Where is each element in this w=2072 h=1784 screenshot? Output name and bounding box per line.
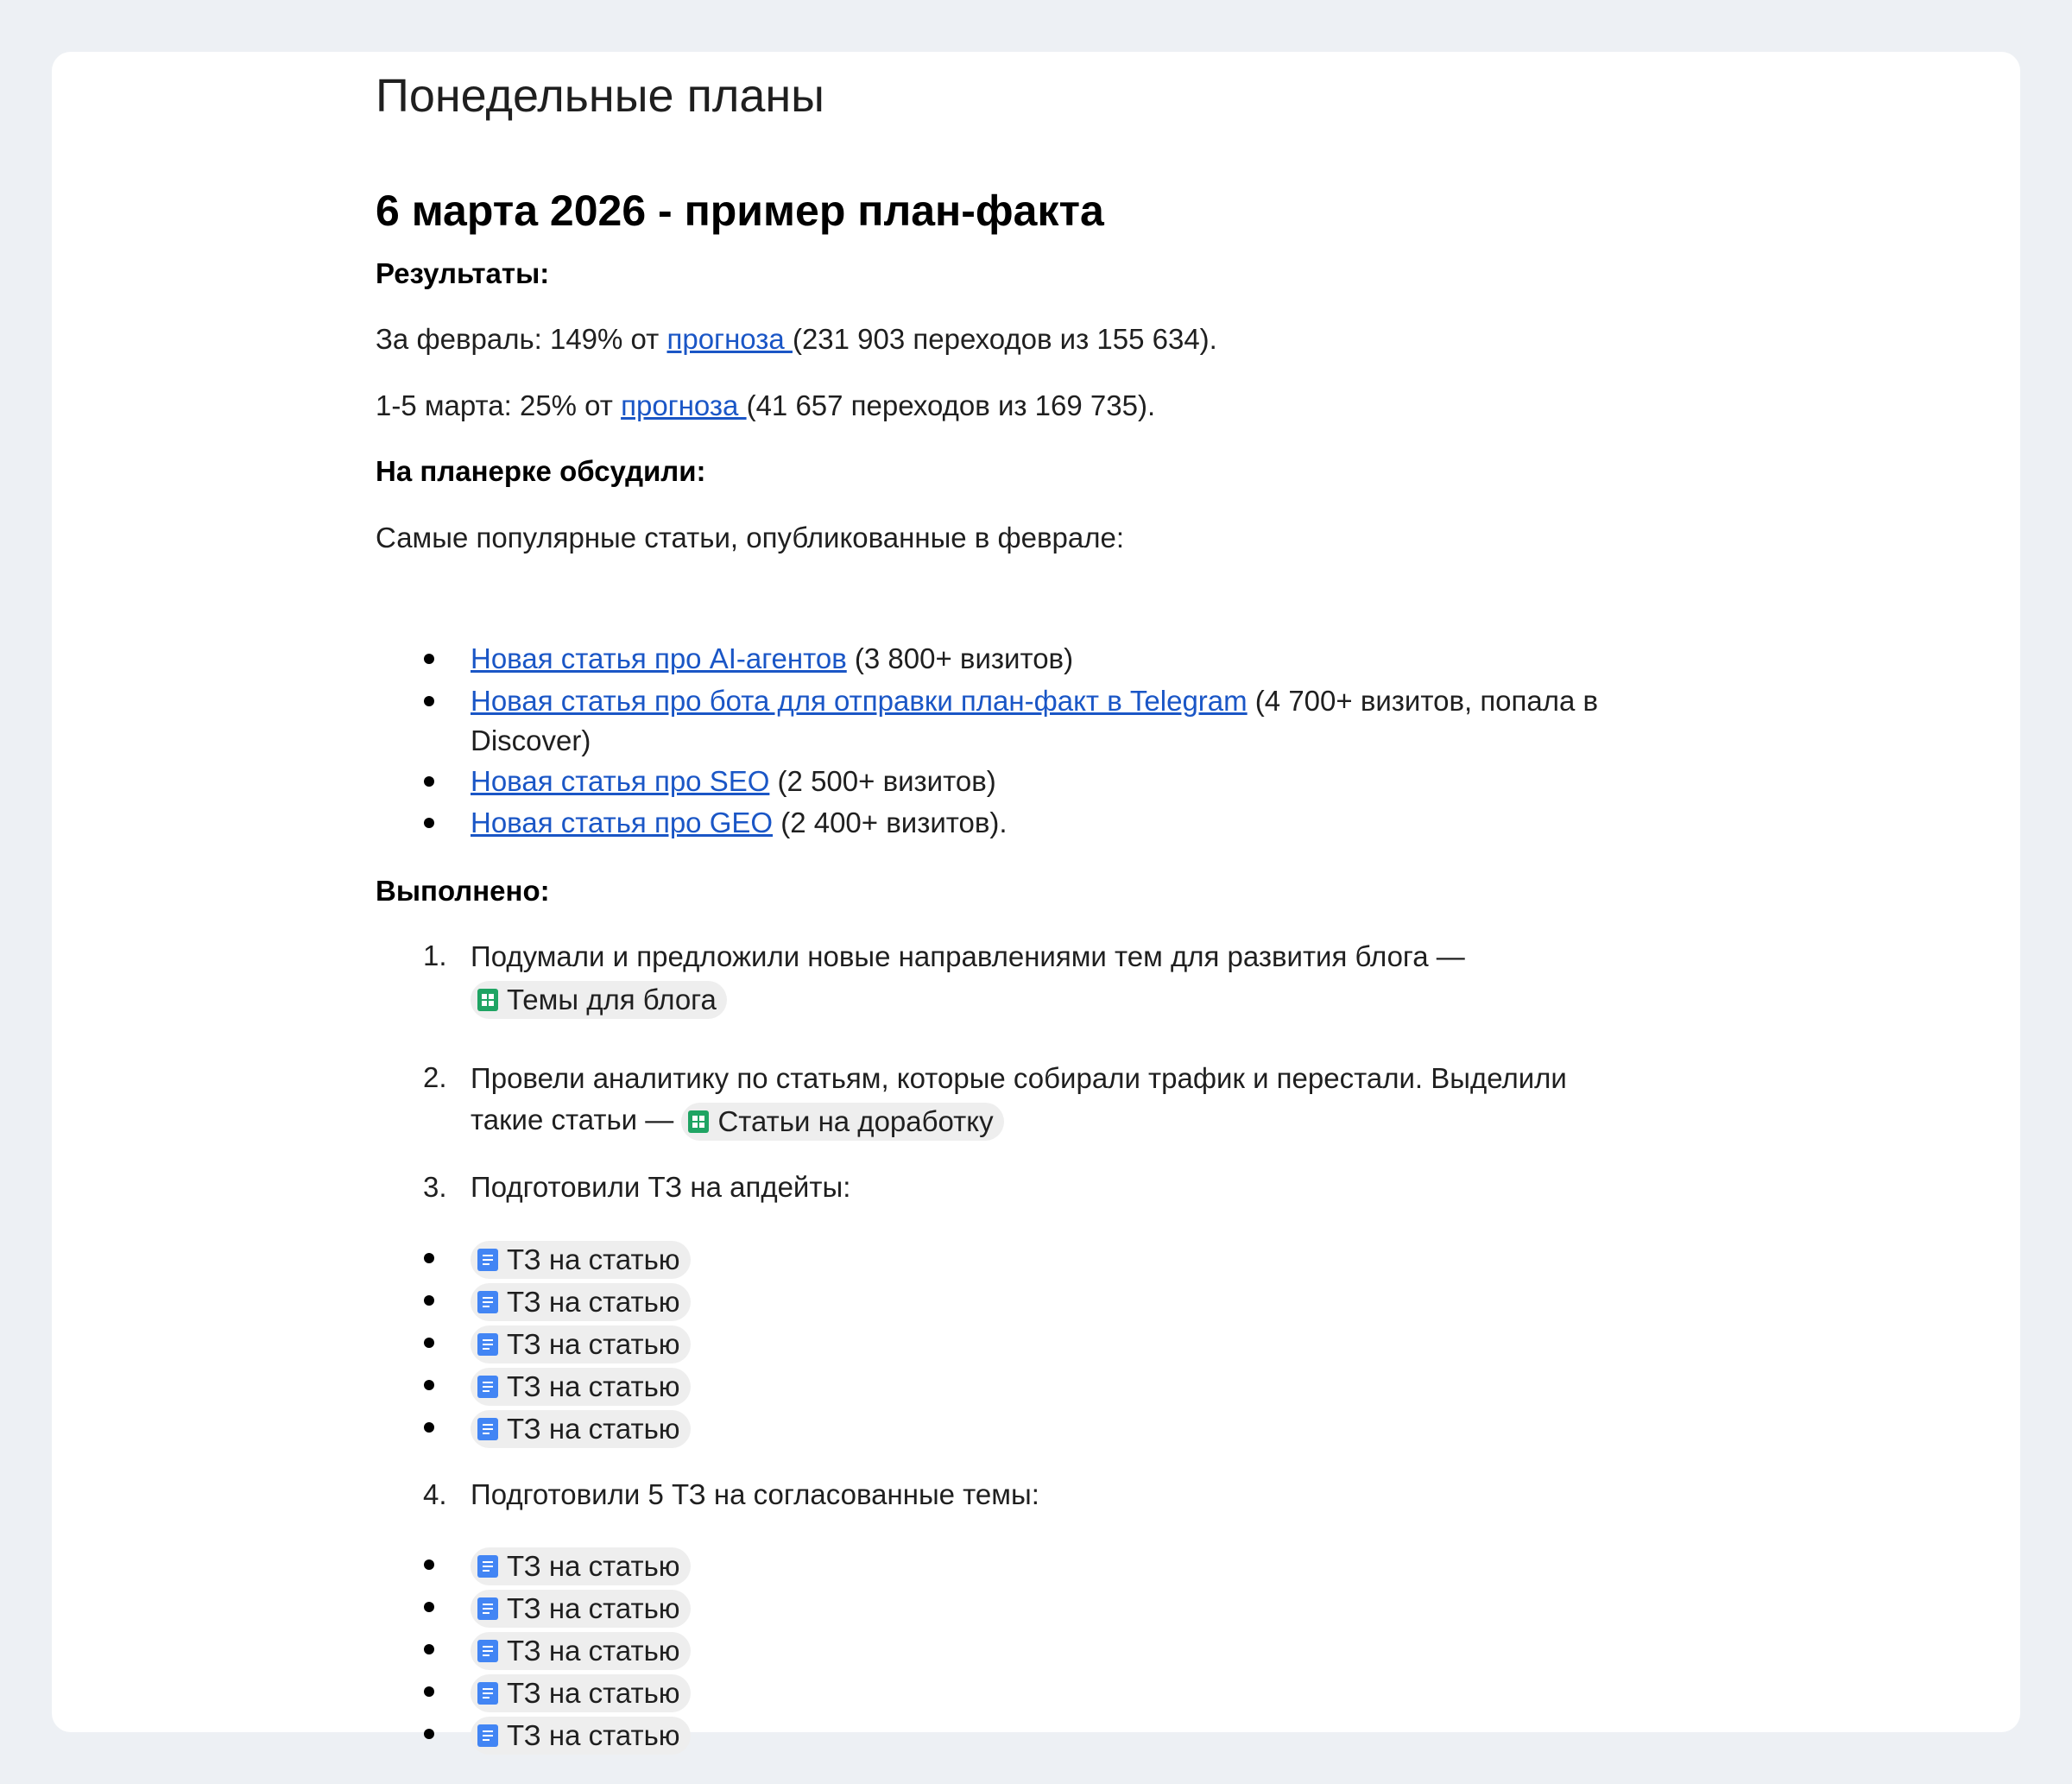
chip-label: ТЗ на статью (507, 1592, 680, 1625)
smart-chip-doc[interactable] (471, 1325, 691, 1363)
article-item (471, 803, 1662, 843)
article-visits: (2 400+ визитов). (773, 807, 1008, 838)
bullet (424, 1714, 441, 1754)
results-march-suffix: (41 657 переходов из 169 735). (746, 389, 1156, 421)
list-item (471, 1587, 1662, 1628)
page-title: Понедельные планы (376, 70, 824, 122)
google-docs-icon (477, 1597, 498, 1620)
google-docs-icon (477, 1333, 498, 1356)
smart-chip-doc[interactable] (471, 1283, 691, 1321)
bullet (424, 1323, 441, 1363)
google-docs-icon (477, 1555, 498, 1578)
chip-label: ТЗ на статью (507, 1243, 680, 1276)
done-label: Выполнено: (376, 875, 550, 907)
list-number: 2. (423, 1061, 447, 1093)
done-item-1 (471, 936, 1662, 1019)
article-link[interactable]: Новая статья про AI-агентов (471, 642, 847, 674)
bullet (424, 1545, 441, 1585)
list-item (471, 1323, 1662, 1363)
done-item-3: Подготовили ТЗ на апдейты: (471, 1171, 851, 1203)
chip-label: ТЗ на статью (507, 1719, 680, 1752)
bullet (424, 762, 441, 801)
smart-chip-doc[interactable] (471, 1368, 691, 1406)
done-item-text: Провели аналитику по статьям, которые собирали трафик и перестали. Выделили такие статьи — (471, 1062, 1567, 1136)
google-docs-icon (477, 1418, 498, 1440)
results-label: Результаты: (376, 257, 550, 289)
popular-articles-intro: Самые популярные статьи, опубликованные в феврале: (376, 522, 1125, 554)
chip-label: ТЗ на статью (507, 1370, 680, 1403)
done-item-2 (471, 1058, 1593, 1141)
google-docs-icon (477, 1724, 498, 1747)
google-docs-icon (477, 1376, 498, 1398)
article-item (471, 762, 1662, 801)
chip-label: ТЗ на статью (507, 1286, 680, 1319)
list-item (471, 1545, 1662, 1585)
google-sheets-icon (477, 989, 498, 1011)
smart-chip-doc[interactable] (471, 1410, 691, 1448)
forecast-link-march[interactable]: прогноза (621, 389, 747, 421)
list-number: 3. (423, 1171, 447, 1203)
list-item (471, 1365, 1662, 1406)
google-docs-icon (477, 1249, 498, 1271)
results-february (376, 323, 1217, 356)
bullet (424, 1672, 441, 1711)
list-item (471, 1238, 1662, 1279)
article-visits: (3 800+ визитов) (846, 642, 1074, 674)
results-february-suffix: (231 903 переходов из 155 634). (792, 323, 1217, 355)
results-march (376, 389, 1155, 422)
bullet (424, 1587, 441, 1627)
section-heading: 6 марта 2026 - пример план-факта (376, 187, 1104, 235)
smart-chip-sheet[interactable] (681, 1103, 1003, 1141)
chip-label: ТЗ на статью (507, 1550, 680, 1583)
done-item-4: Подготовили 5 ТЗ на согласованные темы: (471, 1478, 1039, 1510)
bullet (424, 1629, 441, 1669)
article-item (471, 681, 1662, 761)
list-number: 1. (423, 939, 447, 971)
chip-label: ТЗ на статью (507, 1413, 680, 1446)
google-docs-icon (477, 1682, 498, 1705)
chip-label: ТЗ на статью (507, 1677, 680, 1710)
bullet (424, 1281, 441, 1320)
chip-label: Статьи на доработку (717, 1105, 994, 1138)
list-number: 4. (423, 1478, 447, 1510)
google-docs-icon (477, 1291, 498, 1313)
article-link[interactable]: Новая статья про GEO (471, 807, 774, 838)
done-item-text: Подумали и предложили новые направлениями тем для развития блога — (471, 940, 1465, 972)
bullet (424, 681, 441, 721)
article-visits: (2 500+ визитов) (769, 765, 996, 797)
article-visits: (4 700+ визитов, попала в Discover) (471, 685, 1599, 756)
bullet (424, 1365, 441, 1405)
chip-label: ТЗ на статью (507, 1328, 680, 1361)
smart-chip-doc[interactable] (471, 1717, 691, 1755)
article-link[interactable]: Новая статья про SEO (471, 765, 770, 797)
smart-chip-doc[interactable] (471, 1547, 691, 1585)
meeting-label: На планерке обсудили: (376, 455, 706, 487)
article-link[interactable]: Новая статья про бота для отправки план-факт в Telegram (471, 685, 1248, 717)
smart-chip-doc[interactable] (471, 1590, 691, 1628)
list-item (471, 1281, 1662, 1321)
document-card (52, 52, 2020, 1752)
bullet (424, 1238, 441, 1278)
smart-chip-doc[interactable] (471, 1632, 691, 1670)
chip-label: ТЗ на статью (507, 1635, 680, 1667)
smart-chip-doc[interactable] (471, 1241, 691, 1279)
forecast-link-february[interactable]: прогноза (666, 323, 793, 355)
chip-label: Темы для блога (507, 984, 717, 1016)
list-item (471, 1714, 1662, 1755)
google-docs-icon (477, 1640, 498, 1662)
bullet (424, 639, 441, 679)
list-item (471, 1408, 1662, 1448)
smart-chip-sheet[interactable] (471, 981, 727, 1019)
article-item (471, 639, 1662, 679)
results-march-prefix: 1-5 марта: 25% от (376, 389, 622, 421)
google-sheets-icon (688, 1110, 709, 1133)
bullet (424, 1408, 441, 1447)
list-item (471, 1672, 1662, 1712)
smart-chip-doc[interactable] (471, 1674, 691, 1712)
list-item (471, 1629, 1662, 1670)
bullet (424, 803, 441, 843)
results-february-prefix: За февраль: 149% от (376, 323, 667, 355)
